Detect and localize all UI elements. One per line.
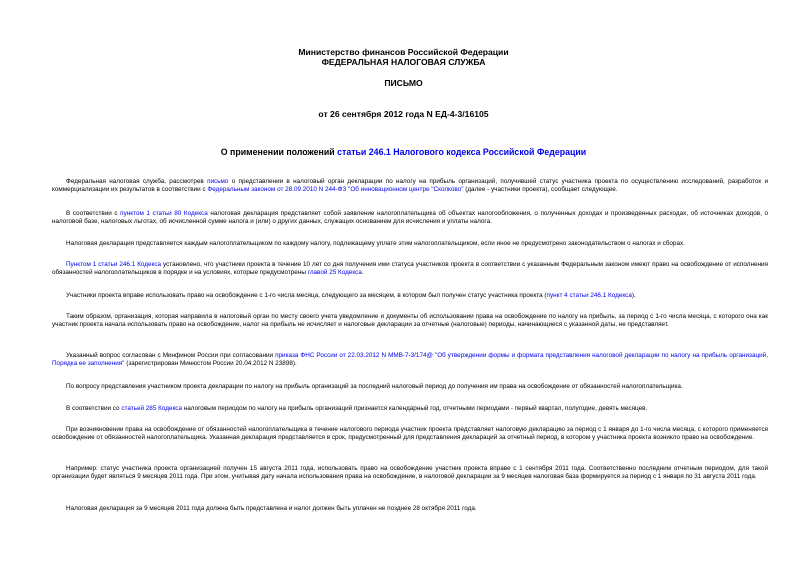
letter-link[interactable]: письмо (207, 178, 229, 185)
p9-text-2: налоговым периодом по налогу на прибыль организаций признается календарный год, отчетными периодами - первый квартал, полугодие, девять месяцев. (182, 405, 648, 412)
paragraph-10 (52, 426, 768, 443)
p2-text-1: В соответствии с (66, 210, 121, 217)
article-285-link[interactable]: статьей 285 Кодекса (121, 405, 182, 412)
p2-text-2: налоговая декларация представляет собой заявление налогоплательщика об объектах налогообложения, о полученных доходах и произведенных расходах, об источниках доходов, о налоговой базе, налоговых льготах, об исчисленной сумме налога и (или) о других данных, служащих основанием для исчисления и уплаты налога. (52, 210, 768, 226)
federal-law-link[interactable]: Федеральным законом от 28.09.2010 N 244-ФЗ "Об инновационном центре "Сколково" (207, 186, 464, 194)
paragraph-12 (52, 505, 768, 513)
paragraph-1 (52, 178, 768, 195)
p12-text-1: Налоговая декларация за 9 месяцев 2011 года должна быть представлена и налог должен быть уплачен не позднее 28 октября 2011 года. (66, 505, 477, 512)
paragraph-4 (52, 261, 768, 278)
paragraph-3 (52, 240, 768, 248)
p5-text-2: ). (631, 292, 636, 299)
document-date-number: от 26 сентября 2012 года N ЕД-4-3/16105 (318, 109, 489, 119)
article-80-link[interactable]: пунктом 1 статьи 80 Кодекса (120, 210, 208, 217)
paragraph-5 (52, 292, 768, 300)
paragraph-7 (52, 352, 768, 369)
title-article-link[interactable]: статьи 246.1 Налогового кодекса Российской Федерации (337, 147, 587, 157)
p1-text-3: (далее - участники проекта), сообщает следующее. (463, 186, 618, 194)
p3-text-1: Налоговая декларация представляется каждым налогоплательщиком по каждому налогу, подлежащему уплате этим налогоплательщиком, если иное не предусмотрено законодательством о налогах и сборах. (66, 240, 685, 247)
document-title (0, 147, 807, 158)
paragraph-2 (52, 210, 768, 227)
document-type: ПИСЬМО (384, 78, 423, 88)
chapter-25-link[interactable]: главой 25 Кодекса (307, 269, 362, 277)
clause-4-link[interactable]: пункт 4 статьи 246.1 Кодекса (546, 292, 632, 299)
p4-text-1: установлено, что участники проекта в течение 10 лет со дня получения ими статуса участников проекта в соответствии с указанным Федеральным законом имеют право на освобождение от исполнения обязанностей налогоплательщиков в порядке и на условиях, которые предусмотрены (52, 261, 768, 277)
p6-text-1: Таким образом, организация, которая направила в налоговый орган по месту своего учета уведомление и документы об использовании права на освобождение по налогу на прибыль, за период с 1-го числа месяца, с которого она как участник проекта начала использовать право на освобождение, налог на прибыль не исчисляет и налоговые декларации за отчетные (налоговые) периоды, начинающиеся с указанной даты, не представляет. (52, 313, 768, 329)
paragraph-11 (52, 465, 768, 482)
p5-text-1: Участники проекта вправе использовать право на освобождение с 1-го числа месяца, следующего за месяцем, в котором был получен статус участника проекта ( (66, 292, 547, 299)
p9-text-1: В соответствии со (66, 405, 122, 412)
paragraph-9 (52, 405, 768, 413)
p10-text-1: При возникновении права на освобождение от обязанностей налогоплательщика в течение налогового периода участник проекта представляет налоговую декларацию за период с 1 января до 1-го числа месяца, с которого применяется освобождение от обязанностей налогоплательщика. Указанная декларация представляется в срок, предусмотренный для представления деклараций за отчетный период, в котором у участника проекта возникло право на освобождение. (52, 426, 768, 442)
article-246-1-link[interactable]: Пунктом 1 статьи 246.1 Кодекса (66, 261, 162, 268)
p1-text-1: Федеральная налоговая служба, рассмотрев (66, 178, 208, 185)
paragraph-6 (52, 313, 768, 330)
paragraph-8 (52, 383, 768, 391)
p8-text-1: По вопросу представления участником проекта декларации по налогу на прибыль организаций за последний налоговый период до получения им права на освобождение от обязанностей налогоплательщика. (66, 383, 683, 390)
fns-order-link[interactable]: приказа ФНС России от 22.03.2012 N ММВ-7-3/174@ "Об утверждении формы и формата представления налоговой декларации по налогу на прибыль организаций, Порядка ее заполнения" (52, 352, 768, 368)
p7-text-1: Указанный вопрос согласован с Минфином России при согласовании (66, 352, 276, 359)
p1-text-2: о представлении в налоговый орган декларации по налогу на прибыль организаций, получившей статус участника проекта по осуществлению исследований, разработок и коммерциализации их результатов в соответствии с (52, 178, 768, 194)
service-name: ФЕДЕРАЛЬНАЯ НАЛОГОВАЯ СЛУЖБА (321, 57, 486, 67)
p7-text-2: (зарегистрирован Минюстом России 20.04.2012 N 23898). (124, 360, 297, 368)
p4-text-2: . (361, 269, 364, 277)
ministry-name: Министерство финансов Российской Федерации (298, 47, 509, 57)
title-text: О применении положений (220, 147, 338, 157)
p11-text-1: Например: статус участника проекта организацией получен 15 августа 2011 года, использовать право на освобождение участник проекта вправе с 1 сентября 2011 года. Соответственно последним отчетным периодом, для такой организации будет являться 9 месяцев 2011 года. При этом, учитывая дату начала использования права на освобождение, в налоговой декларации за 9 месяцев налоговая база формируется за период с 1 января по 31 августа 2011 года. (52, 465, 768, 481)
